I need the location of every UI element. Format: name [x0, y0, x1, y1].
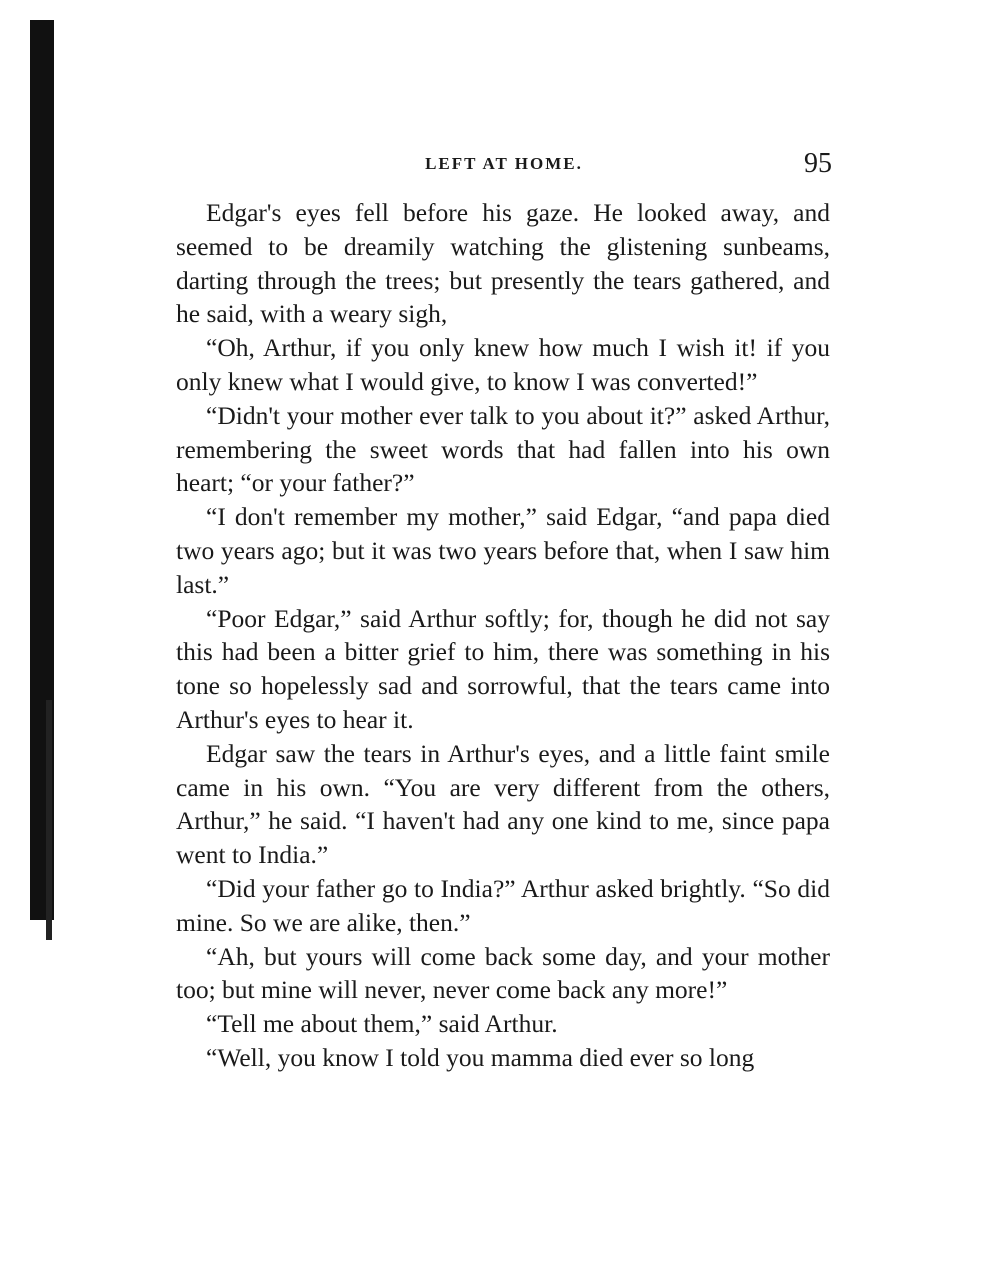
paragraph: “Poor Edgar,” said Arthur softly; for, though he did not say this had been a bitter grief to him, there was something in his tone so hopelessly sad and sorrowful, that the tears came into Arthur's eyes to hear it.	[176, 603, 830, 734]
paragraph: “Oh, Arthur, if you only knew how much I wish it! if you only knew what I would give, to know I was converted!”	[176, 333, 830, 396]
paragraph: “Didn't your mother ever talk to you about it?” asked Arthur, remembering the sweet words that had fallen into his own heart; “or your father?”	[176, 400, 830, 498]
paragraph: Edgar saw the tears in Arthur's eyes, and a little faint smile came in his own. “You are very different from the others, Arthur,” he said. “I haven't had any one kind to me, since papa went to India.”	[176, 738, 830, 870]
running-head: LEFT AT HOME.	[425, 154, 583, 173]
paragraph: “I don't remember my mother,” said Edgar, “and papa died two years ago; but it was two years before that, when I saw him last.”	[176, 502, 830, 599]
body-text	[176, 196, 830, 1075]
paragraph: “Well, you know I told you mamma died ever so long	[206, 1042, 755, 1072]
paragraph: “Tell me about them,” said Arthur.	[206, 1009, 558, 1039]
paragraph: “Did your father go to India?” Arthur asked brightly. “So did mine. So we are alike, then.”	[176, 873, 830, 937]
page-header	[176, 148, 832, 184]
page-number: 95	[804, 148, 832, 179]
binding-edge-shadow-lower	[46, 700, 52, 940]
paragraph: “Ah, but yours will come back some day, and your mother too; but mine will never, never come back any more!”	[176, 941, 830, 1005]
paragraph: Edgar's eyes fell before his gaze. He looked away, and seemed to be dreamily watching the glistening sunbeams, darting through the trees; but presently the tears gathered, and he said, with a weary sigh,	[176, 198, 830, 329]
